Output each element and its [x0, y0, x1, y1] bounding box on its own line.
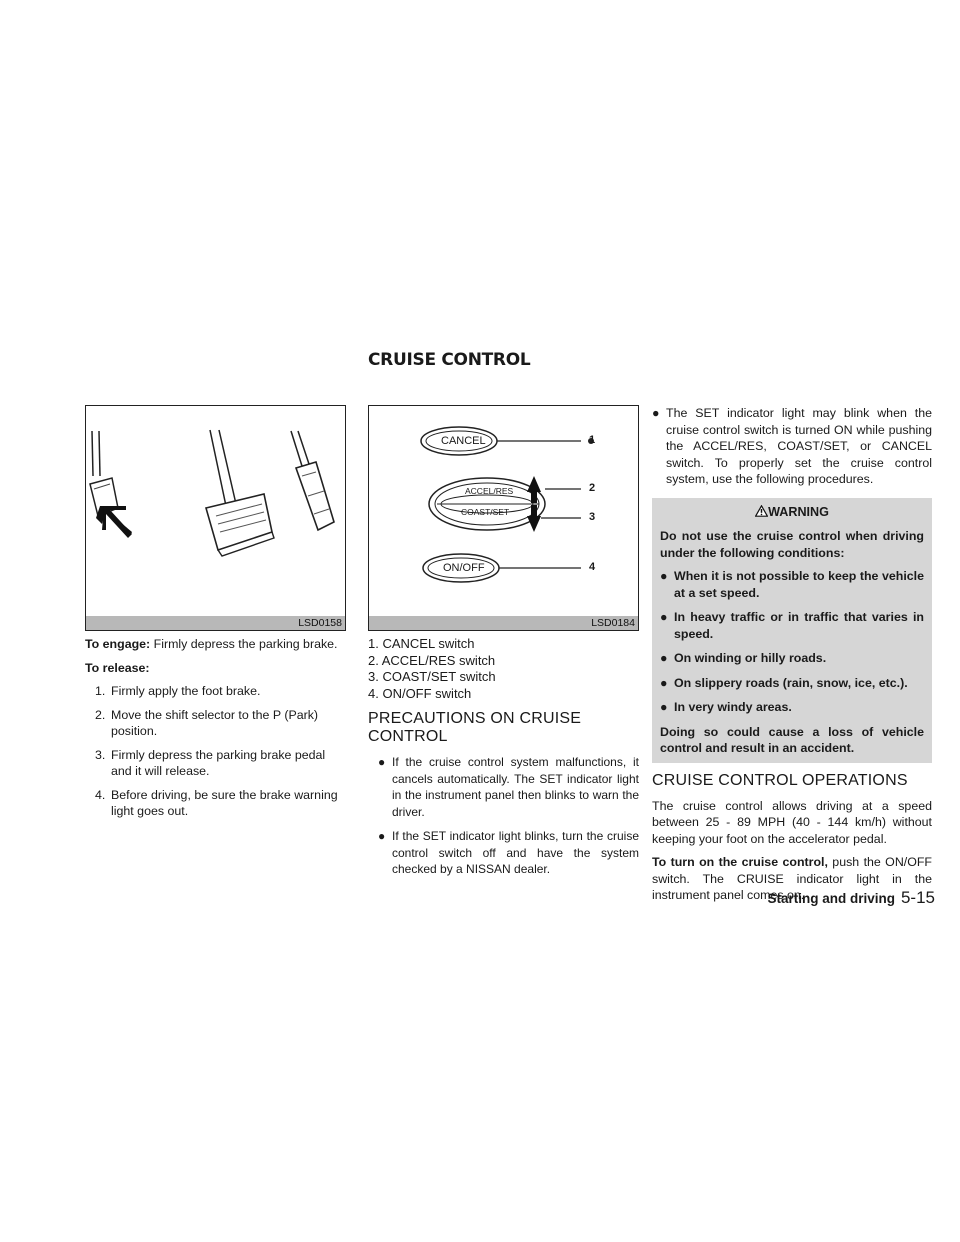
release-step: 2. Move the shift selector to the P (Park) position. — [95, 707, 319, 738]
bullet-icon: ● — [660, 651, 668, 665]
warning-box — [652, 498, 932, 763]
bullet-icon: ● — [378, 755, 386, 769]
release-step: 3. Firmly depress the parking brake pedal and it will release. — [95, 747, 326, 778]
bullet-icon: ● — [652, 406, 660, 420]
engage-paragraph — [85, 636, 346, 653]
page-footer — [767, 888, 935, 908]
bullet-icon: ● — [660, 569, 668, 583]
callout-1: 1 — [589, 434, 596, 446]
figure-code: LSD0184 — [369, 616, 638, 630]
callout-4: 4 — [589, 561, 596, 573]
warning-bullet: ● In very windy areas. — [660, 700, 792, 714]
bullet-icon: ● — [660, 675, 668, 690]
callout-2: 2 — [589, 482, 596, 494]
legend-item: 1. CANCEL switch — [368, 636, 475, 651]
footer-label: Starting and driving — [767, 891, 895, 906]
legend-item: 4. ON/OFF switch — [368, 685, 472, 701]
engage-label: To engage: — [85, 637, 151, 651]
release-step: 4. Before driving, be sure the brake warning light goes out. — [95, 787, 338, 818]
parking-brake-illustration — [86, 406, 345, 616]
precaution-bullet: ● If the cruise control system malfunctions, it cancels automatically. The SET indicator light in the instrument panel then blinks to warn the driver. — [378, 755, 639, 819]
operations-paragraph: The cruise control allows driving at a speed between 25 - 89 MPH (40 - 144 km/h) without keeping your foot on the accelerator pedal. — [652, 798, 932, 846]
switch-legend — [368, 636, 639, 702]
warning-lead: Do not use the cruise control when driving under the following conditions: — [660, 529, 924, 560]
release-step: 1. Firmly apply the foot brake. — [95, 684, 261, 698]
column-1 — [85, 636, 346, 827]
accel-res-label: ACCEL/RES — [465, 486, 514, 496]
warning-title: WARNING — [660, 504, 924, 521]
precautions-heading: PRECAUTIONS ON CRUISE CONTROL — [368, 710, 582, 745]
warning-closing: Doing so could cause a loss of vehicle control and result in an accident. — [660, 724, 924, 755]
bullet-icon: ● — [660, 610, 668, 624]
operations-heading: CRUISE CONTROL OPERATIONS — [652, 771, 908, 789]
engage-text: Firmly depress the parking brake. — [153, 637, 338, 651]
warning-bullet: ● On slippery roads (rain, snow, ice, etc.). — [660, 675, 908, 690]
figure-parking-brake — [85, 405, 346, 631]
warning-bullet: ● In heavy traffic or in traffic that varies in speed. — [660, 610, 924, 641]
warning-bullet: ● On winding or hilly roads. — [660, 651, 827, 665]
set-indicator-bullet: ● The SET indicator light may blink when the cruise control switch is turned ON while pushing the ACCEL/RES, COAST/SET, or CANCEL switch. To properly set the cruise control system, use the following procedures. — [652, 406, 932, 486]
section-title: CRUISE CONTROL — [368, 350, 531, 370]
page-number: 5-15 — [900, 888, 935, 907]
legend-item: 3. COAST/SET switch — [368, 669, 496, 684]
on-off-label: ON/OFF — [443, 562, 485, 574]
bullet-icon: ● — [378, 829, 386, 843]
release-label: To release: — [85, 660, 150, 675]
figure-cruise-switches — [368, 405, 639, 631]
warning-bullet: ● When it is not possible to keep the vehicle at a set speed. — [660, 569, 924, 600]
turn-on-text: push the ON/OFF switch. The CRUISE indicator light in the instrument panel comes on. — [652, 855, 932, 902]
figure-code: LSD0158 — [86, 616, 345, 630]
column-3 — [652, 405, 932, 911]
coast-set-label: COAST/SET — [461, 507, 510, 517]
cancel-label: CANCEL — [441, 435, 486, 447]
warning-icon — [755, 505, 768, 517]
column-2 — [368, 636, 639, 886]
legend-item: 2. ACCEL/RES switch — [368, 652, 496, 668]
precaution-bullet: ● If the SET indicator light blinks, turn the cruise control switch off and have the system checked by a NISSAN dealer. — [378, 829, 639, 876]
callout-3: 3 — [589, 511, 596, 523]
turn-on-label: To turn on the cruise control, — [652, 855, 828, 869]
bullet-icon: ● — [660, 700, 668, 714]
